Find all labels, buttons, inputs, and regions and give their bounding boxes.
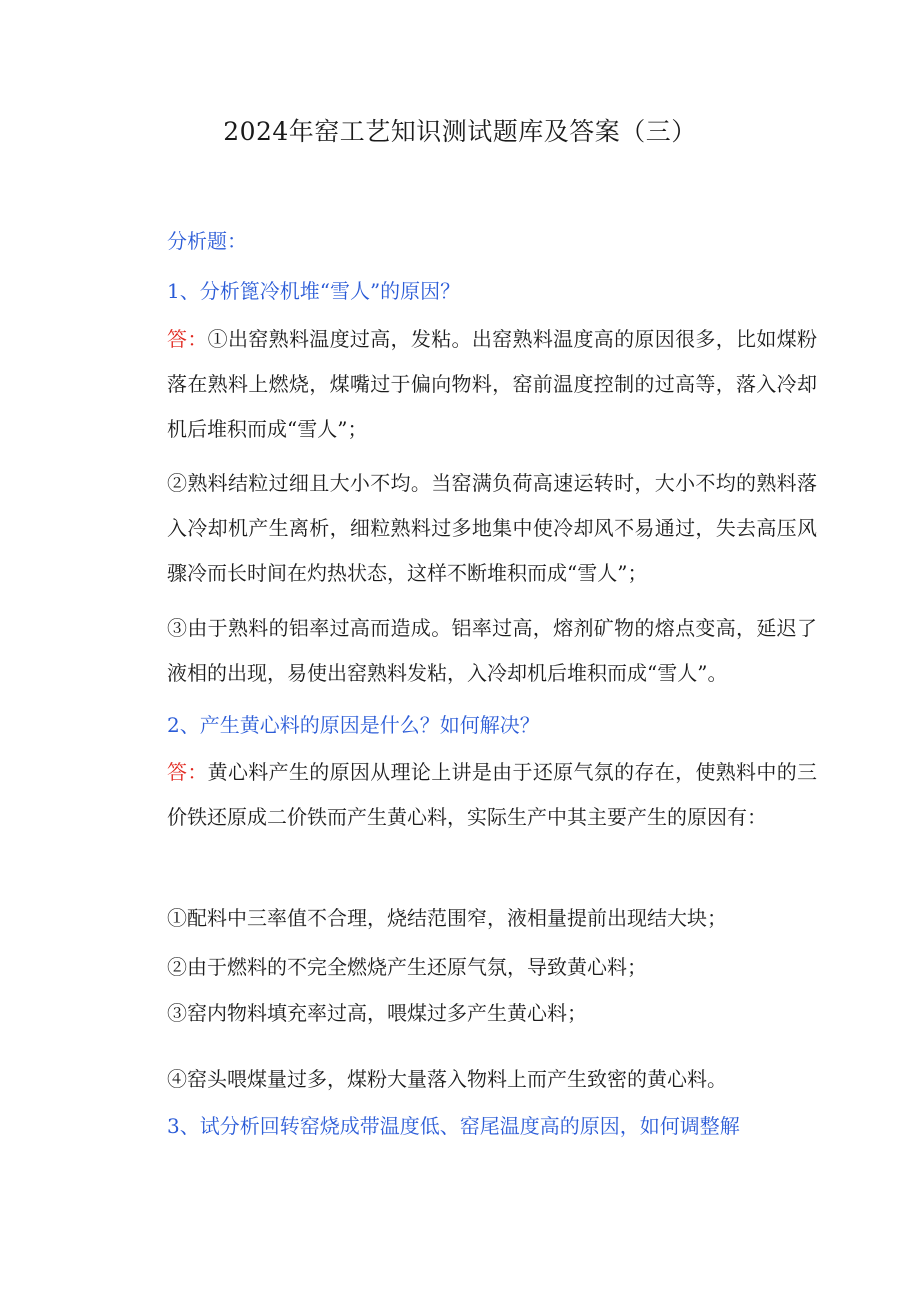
answer-2-item-2: ②由于燃料的不完全燃烧产生还原气氛，导致黄心料； <box>167 955 647 979</box>
answer-1-paragraph-1 <box>138 317 817 452</box>
answer-1-paragraph-2: ②熟料结粒过细且大小不均。当窑满负荷高速运转时，大小不均的熟料落入冷却机产生离析，细粒熟料过多地集中使冷却风不易通过，失去高压风骤冷而长时间在灼热状态，这样不断堆积而成“雪人”； <box>167 471 817 585</box>
answer-2-item-1: ①配料中三率值不合理，烧结范围窄，液相量提前出现结大块； <box>167 906 727 930</box>
section-heading: 分析题： <box>167 229 247 253</box>
question-1: 1、分析篦冷机堆“雪人”的原因？ <box>167 279 461 303</box>
answer-2-paragraph-1 <box>138 750 817 840</box>
answer-1-paragraph-3: ③由于熟料的铝率过高而造成。铝率过高，熔剂矿物的熔点变高，延迟了液相的出现，易使出窑熟料发粘，入冷却机后堆积而成“雪人”。 <box>167 616 817 685</box>
answer-2-item-3: ③窑内物料填充率过高，喂煤过多产生黄心料； <box>167 1001 587 1025</box>
answer-label: 答： <box>167 760 208 784</box>
answer-1-text-1: ①出窑熟料温度过高，发粘。出窑熟料温度高的原因很多，比如煤粉落在熟料上燃烧，煤嘴过于偏向物料，窑前温度控制的过高等，落入冷却机后堆积而成“雪人”； <box>167 327 818 441</box>
page-title: 2024年窑工艺知识测试题库及答案（三） <box>223 117 697 146</box>
answer-2-item-4: ④窑头喂煤量过多，煤粉大量落入物料上而产生致密的黄心料。 <box>167 1067 727 1091</box>
answer-2-text-1: 黄心料产生的原因从理论上讲是由于还原气氛的存在，使熟料中的三价铁还原成二价铁而产生黄心料，实际生产中其主要产生的原因有： <box>167 760 818 829</box>
question-3: 3、试分析回转窑烧成带温度低、窑尾温度高的原因，如何调整解 <box>167 1114 740 1138</box>
question-2: 2、产生黄心料的原因是什么？如何解决？ <box>167 713 540 737</box>
answer-label: 答： <box>167 327 208 351</box>
